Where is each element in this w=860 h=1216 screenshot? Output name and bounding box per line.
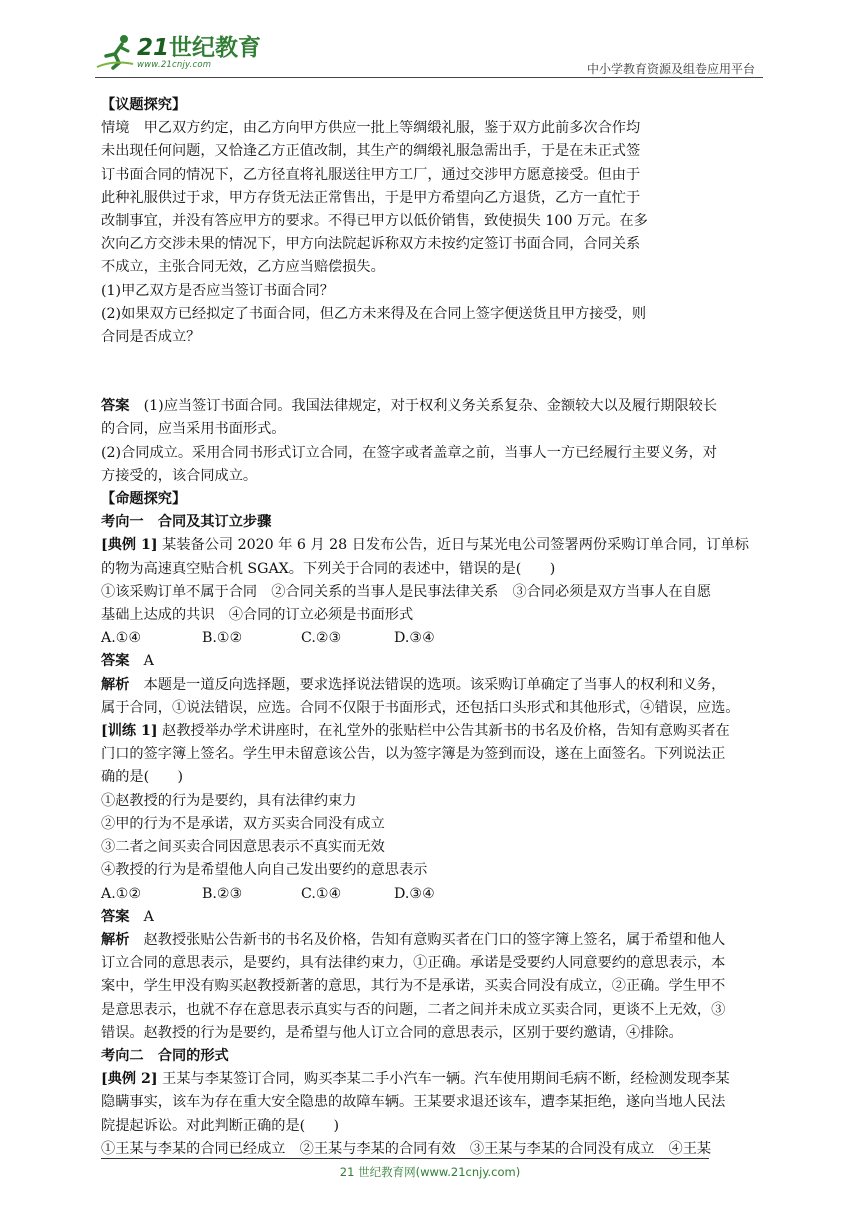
answer-label: 答案 xyxy=(101,653,130,670)
answer-line: 的合同，应当采用书面形式。 xyxy=(101,421,286,438)
scenario-line: 情境 甲乙双方约定，由乙方向甲方供应一批上等绸缎礼服，鉴于双方此前多次合作均 xyxy=(101,120,641,137)
scenario-line: 订书面合同的情况下，乙方径直将礼服送往甲方工厂，通过交涉甲方愿意接受。但由于 xyxy=(101,166,641,183)
example-text: 王某与李某签订合同，购买李某二手小汽车一辆。汽车使用期间毛病不断，经检测发现李某 xyxy=(162,1071,730,1088)
scenario-line: 未出现任何问题，又恰逢乙方正值改制，其生产的绸缎礼服急需出手，于是在未正式签 xyxy=(101,143,641,160)
example-label: [典例 2] xyxy=(101,1071,158,1088)
question-line: (1)甲乙双方是否应当签订书面合同？ xyxy=(101,282,334,299)
answer-line xyxy=(101,395,763,418)
training-line xyxy=(101,720,763,743)
example-label: [典例 1] xyxy=(101,537,158,554)
answer-block xyxy=(101,395,763,488)
scenario-line: 此种礼服供过于求，甲方存货无法正常售出，于是甲方希望向乙方退货，乙方一直忙于 xyxy=(101,189,641,206)
analysis-line: 案中，学生甲没有购买赵教授新著的意思，其行为不是承诺，买卖合同没有成立，②正确。学生甲不 xyxy=(101,978,726,995)
scenario-block xyxy=(101,117,763,349)
site-logo xyxy=(95,34,261,70)
example-line: 基础上达成的共识 ④合同的订立必须是书面形式 xyxy=(101,607,414,624)
example-line: 的物为高速真空贴合机 SGAX。下列关于合同的表述中，错误的是( ) xyxy=(101,560,556,577)
option-b: B.②③ xyxy=(202,885,243,902)
statement-line: ③二者之间买卖合同因意思表示不真实而无效 xyxy=(101,839,385,856)
training-line: 门口的签字簿上签名。学生甲未留意该公告，以为签字簿是为签到而设，遂在上面签名。下列说法正 xyxy=(101,746,726,763)
option-a: A.①④ xyxy=(101,630,142,647)
scenario-line: 不成立，主张合同无效，乙方应当赔偿损失。 xyxy=(101,259,385,276)
spacer xyxy=(101,349,763,395)
example-line xyxy=(101,534,763,557)
runner-logo-icon xyxy=(95,34,135,70)
answer-line: 方接受的，该合同成立。 xyxy=(101,467,258,484)
scenario-line: 次向乙方交涉未果的情况下，甲方向法院起诉称双方未按约定签订书面合同，合同关系 xyxy=(101,236,641,253)
answer-line: (2)合同成立。采用合同书形式订立合同，在签字或者盖章之前，当事人一方已经履行主要义务，对 xyxy=(101,444,717,461)
analysis-line: 属于合同，①说法错误，应选。合同不仅限于书面形式，还包括口头形式和其他形式，④错误，应选。 xyxy=(101,699,740,716)
analysis-line: 错误。赵教授的行为是要约，是希望与他人订立合同的意思表示，区别于要约邀请，④排除。 xyxy=(101,1024,683,1041)
example-1 xyxy=(101,534,763,720)
example-2 xyxy=(101,1068,763,1161)
analysis-label: 解析 xyxy=(101,676,130,693)
option-c: C.②③ xyxy=(301,630,342,647)
header-divider xyxy=(95,77,763,78)
question-line: (2)如果双方已经拟定了书面合同，但乙方未来得及在合同上签字便送货且甲方接受，则 xyxy=(101,305,647,322)
scenario-line: 改制事宜，并没有答应甲方的要求。不得已甲方以低价销售，致使损失 100 万元。在多 xyxy=(101,213,648,230)
analysis-line xyxy=(101,929,763,952)
analysis-line xyxy=(101,674,763,697)
example-text: 某装备公司 2020 年 6 月 28 日发布公告，近日与某光电公司签署两份采购订单合同，订单标 xyxy=(162,537,749,554)
section-title-issue: 【议题探究】 xyxy=(101,97,187,113)
logo-url: www.21cnjy.com xyxy=(137,60,212,70)
options-row xyxy=(101,883,763,906)
analysis-text: 本题是一道反向选择题，要求选择说法错误的选项。该采购订单确定了当事人的权利和义务， xyxy=(143,676,726,693)
example-line xyxy=(101,1068,763,1091)
option-b: B.①② xyxy=(202,630,243,647)
option-c: C.①④ xyxy=(301,885,342,902)
example-line: 院提起诉讼。对此判断正确的是( ) xyxy=(101,1117,340,1134)
statement-line: ②甲的行为不是承诺，双方买卖合同没有成立 xyxy=(101,815,385,832)
analysis-label: 解析 xyxy=(101,931,130,948)
example-line: 隐瞒事实，该车为存在重大安全隐患的故障车辆。王某要求退还该车，遭李某拒绝，遂向当地人民法 xyxy=(101,1094,726,1111)
option-d: D.③④ xyxy=(394,885,435,902)
direction-heading-1: 考向一 合同及其订立步骤 xyxy=(101,514,272,531)
answer-value: A xyxy=(143,653,154,670)
statement-line: ①王某与李某的合同已经成立 ②王某与李某的合同有效 ③王某与李某的合同没有成立 ④王某 xyxy=(101,1140,712,1157)
document-body xyxy=(101,94,763,1161)
analysis-text: 赵教授张贴公告新书的书名及价格，告知有意购买者在门口的签字簿上签名，属于希望和他人 xyxy=(143,931,726,948)
statement-line: ④教授的行为是希望他人向自己发出要约的意思表示 xyxy=(101,862,428,879)
options-row xyxy=(101,627,763,650)
answer-label: 答案 xyxy=(101,398,130,415)
section-title-proposition: 【命题探究】 xyxy=(101,491,187,508)
option-d: D.③④ xyxy=(394,630,435,647)
example-line: ①该采购订单不属于合同 ②合同关系的当事人是民事法律关系 ③合同必须是双方当事人在自愿 xyxy=(101,583,712,600)
question-line: 合同是否成立？ xyxy=(101,329,201,346)
platform-name: 中小学教育资源及组卷应用平台 xyxy=(586,62,755,76)
answer-line xyxy=(101,906,763,929)
answer-value: A xyxy=(143,908,154,925)
analysis-line: 订立合同的意思表示，是要约，具有法律约束力，①正确。承诺是受要约人同意要约的意思表示，本 xyxy=(101,955,726,972)
page-header xyxy=(95,30,763,80)
training-text: 赵教授举办学术讲座时，在礼堂外的张贴栏中公告其新书的书名及价格，告知有意购买者在 xyxy=(162,723,730,740)
answer-label: 答案 xyxy=(101,908,130,925)
answer-text: (1)应当签订书面合同。我国法律规定，对于权利义务关系复杂、金额较大以及履行期限较长 xyxy=(143,398,718,415)
training-line: 确的是( ) xyxy=(101,769,184,786)
direction-heading-2: 考向二 合同的形式 xyxy=(101,1047,229,1064)
training-1 xyxy=(101,720,763,1045)
statement-line: ①赵教授的行为是要约，具有法律约束力 xyxy=(101,792,357,809)
option-a: A.①② xyxy=(101,885,142,902)
answer-line xyxy=(101,650,763,673)
logo-title: 21世纪教育 xyxy=(137,35,262,61)
footer-link[interactable]: 21 世纪教育网(www.21cnjy.com) xyxy=(339,1165,521,1179)
footer-divider xyxy=(101,1158,709,1159)
analysis-line: 是意思表示，也就不存在意思表示真实与否的问题，二者之间并未成立买卖合同，更谈不上无效，③ xyxy=(101,1001,726,1018)
training-label: [训练 1] xyxy=(101,723,158,740)
